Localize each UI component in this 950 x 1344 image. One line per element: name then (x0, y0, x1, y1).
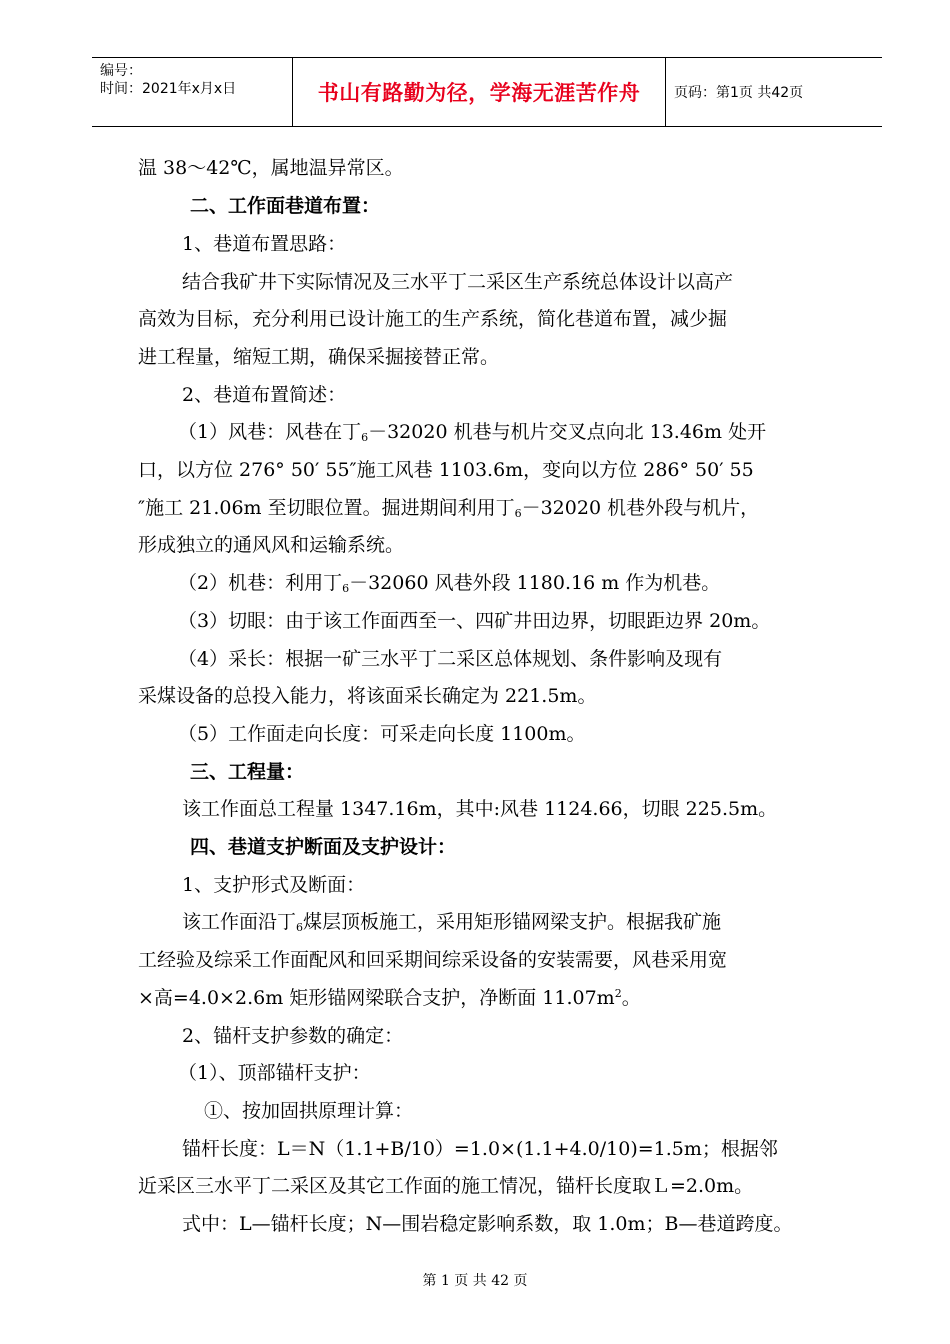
line-text: －32020 机巷与机片交叉点向北 13.46m 处开 (368, 421, 767, 443)
paragraph-line (138, 496, 759, 520)
section-heading: 三、工程量： (190, 761, 305, 783)
paragraph-line: 采煤设备的总投入能力，将该面采长确定为 221.5m。 (138, 685, 597, 707)
line-text: －32020 机巷外段与机片， (521, 497, 760, 519)
subscript: 6 (514, 507, 522, 520)
paragraph-line: 1、巷道布置思路： (182, 233, 347, 255)
paragraph-line (178, 420, 766, 444)
line-text: 。 (621, 987, 641, 1009)
document-time-label: 时间：2021年x月x日 (100, 81, 237, 97)
line-text: －32060 风巷外段 1180.16 m 作为机巷。 (349, 572, 721, 594)
document-number-label: 编号： (100, 63, 142, 79)
line-text: （2）机巷：利用丁 (178, 572, 343, 594)
paragraph-line: 1、支护形式及断面： (182, 874, 366, 896)
paragraph-line: 温 38～42℃，属地温异常区。 (138, 157, 404, 179)
paragraph-line: 高效为目标，充分利用已设计施工的生产系统，简化巷道布置，减少掘 (138, 308, 728, 330)
header-page-label: 页码：第1页 共42页 (674, 85, 804, 101)
header-meta-cell (92, 58, 293, 126)
paragraph-line: 锚杆长度：L＝N（1.1+B/10）=1.0×(1.1+4.0/10)=1.5m；根据邻 (182, 1138, 778, 1160)
subscript: 6 (342, 582, 350, 595)
paragraph-line: 形成独立的通风风和运输系统。 (138, 534, 405, 556)
line-text: ″施工 21.06m 至切眼位置。掘进期间利用丁 (138, 497, 515, 519)
paragraph-line: 工经验及综采工作面配风和回采期间综采设备的安装需要，风巷采用宽 (138, 949, 728, 971)
section-heading: 二、工作面巷道布置： (190, 195, 381, 217)
footer-page-number: 第 1 页 共 42 页 (422, 1273, 528, 1289)
paragraph-line: 2、锚杆支护参数的确定： (182, 1025, 404, 1047)
paragraph-line: 口，以方位 276° 50′ 55″施工风巷 1103.6m，变向以方位 286° 50′ 55 (138, 459, 754, 481)
line-text: 该工作面沿丁 (182, 911, 297, 933)
paragraph-line: ①、按加固拱原理计算： (204, 1100, 414, 1122)
section-heading: 四、巷道支护断面及支护设计： (190, 836, 457, 858)
page-footer (0, 1270, 950, 1290)
header-motto: 书山有路勤为径，学海无涯苦作舟 (293, 58, 666, 126)
paragraph-line (178, 571, 720, 595)
paragraph-line: （3）切眼：由于该工作面西至一、四矿井田边界，切眼距边界 20m。 (178, 610, 771, 632)
paragraph-line (182, 910, 721, 934)
subscript: 6 (296, 921, 304, 934)
line-text: （1）风巷：风巷在丁 (178, 421, 362, 443)
paragraph-line: 该工作面总工程量 1347.16m，其中:风巷 1124.66，切眼 225.5m。 (182, 798, 778, 820)
superscript: 2 (614, 987, 622, 1000)
paragraph-line: 进工程量，缩短工期，确保采掘接替正常。 (138, 346, 500, 368)
paragraph-line: （5）工作面走向长度：可采走向长度 1100m。 (178, 723, 586, 745)
subscript: 6 (361, 431, 369, 444)
paragraph-line: 近采区三水平丁二采区及其它工作面的施工情况，锚杆长度取Ｌ=2.0m。 (138, 1175, 754, 1197)
line-text: ×高=4.0×2.6m 矩形锚网梁联合支护，净断面 11.07m (138, 987, 615, 1009)
paragraph-line: 式中：L—锚杆长度；N—围岩稳定影响系数，取 1.0m；B—巷道跨度。 (182, 1213, 793, 1235)
paragraph-line: （4）采长：根据一矿三水平丁二采区总体规划、条件影响及现有 (178, 648, 723, 670)
page-header (92, 57, 882, 127)
paragraph-line: （1）、顶部锚杆支护： (178, 1062, 371, 1084)
paragraph-line: 2、巷道布置简述： (182, 384, 347, 406)
paragraph-line: 结合我矿井下实际情况及三水平丁二采区生产系统总体设计以高产 (182, 271, 734, 293)
paragraph-line (138, 986, 641, 1010)
line-text: 煤层顶板施工，采用矩形锚网梁支护。根据我矿施 (303, 911, 722, 933)
